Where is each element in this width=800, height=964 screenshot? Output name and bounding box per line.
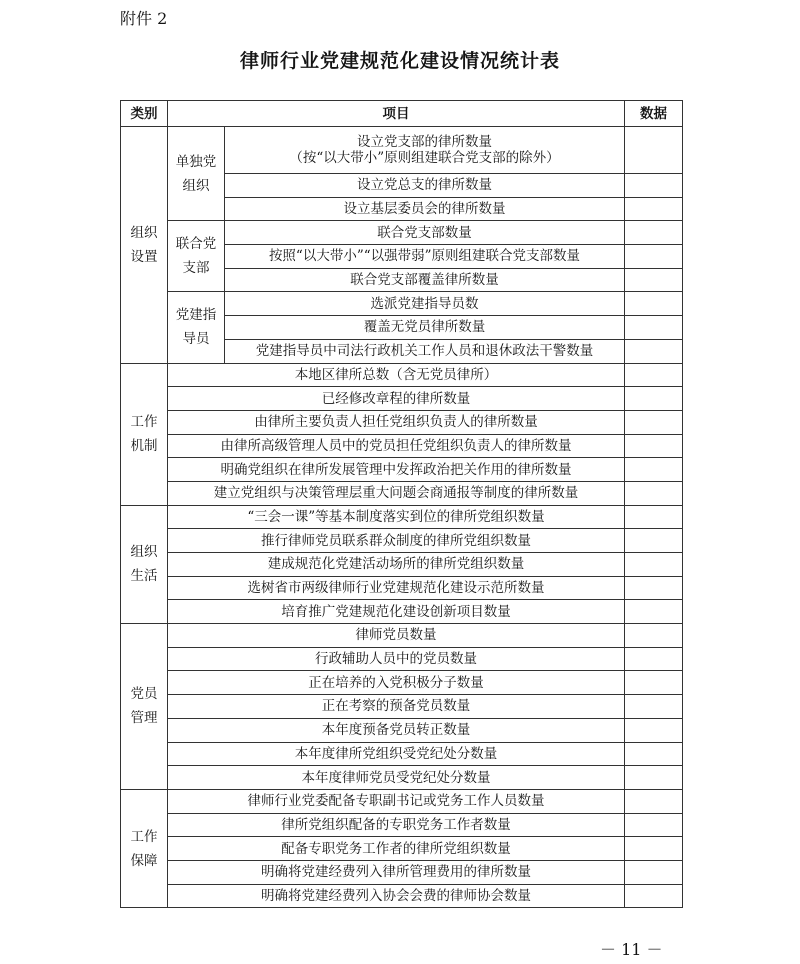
item-cell: 党建指导员中司法行政机关工作人员和退休政法干警数量 — [225, 339, 625, 363]
item-cell: 明确将党建经费列入律所管理费用的律所数量 — [168, 860, 625, 884]
item-cell: 按照“以大带小”“以强带弱”原则组建联合党支部数量 — [225, 245, 625, 269]
data-value-cell[interactable] — [625, 766, 683, 790]
data-value-cell[interactable] — [625, 718, 683, 742]
data-value-cell[interactable] — [625, 671, 683, 695]
item-cell: “三会一课”等基本制度落实到位的律所党组织数量 — [168, 505, 625, 529]
table-row — [121, 434, 683, 458]
data-value-cell[interactable] — [625, 363, 683, 387]
data-value-cell[interactable] — [625, 505, 683, 529]
item-cell: 设立基层委员会的律所数量 — [225, 197, 625, 221]
item-cell: 由律所主要负责人担任党组织负责人的律所数量 — [168, 410, 625, 434]
item-cell: 明确将党建经费列入协会会费的律师协会数量 — [168, 884, 625, 908]
data-value-cell[interactable] — [625, 695, 683, 719]
table-row — [121, 647, 683, 671]
item-cell: 明确党组织在律所发展管理中发挥政治把关作用的律所数量 — [168, 458, 625, 482]
item-cell: 配备专职党务工作者的律所党组织数量 — [168, 837, 625, 861]
item-cell: 本年度律师党员受党纪处分数量 — [168, 766, 625, 790]
item-cell: 正在考察的预备党员数量 — [168, 695, 625, 719]
table-row — [121, 718, 683, 742]
data-value-cell[interactable] — [625, 410, 683, 434]
table-row — [121, 363, 683, 387]
item-cell: 建立党组织与决策管理层重大问题会商通报等制度的律所数量 — [168, 481, 625, 505]
data-value-cell[interactable] — [625, 742, 683, 766]
subcategory-cell: 党建指 导员 — [168, 292, 225, 363]
data-value-cell[interactable] — [625, 292, 683, 316]
item-cell: 建成规范化党建活动场所的律所党组织数量 — [168, 553, 625, 577]
data-value-cell[interactable] — [625, 174, 683, 198]
data-value-cell[interactable] — [625, 245, 683, 269]
subcategory-cell: 联合党 支部 — [168, 221, 225, 292]
table-row — [121, 695, 683, 719]
table-row — [121, 742, 683, 766]
data-value-cell[interactable] — [625, 789, 683, 813]
data-value-cell[interactable] — [625, 600, 683, 624]
table-header-row — [121, 101, 683, 127]
item-cell: 设立党总支的律所数量 — [225, 174, 625, 198]
item-cell: 已经修改章程的律所数量 — [168, 387, 625, 411]
table-row — [121, 860, 683, 884]
table-row — [121, 837, 683, 861]
table-row — [121, 505, 683, 529]
item-cell: 律师党员数量 — [168, 624, 625, 648]
category-cell: 党员 管理 — [121, 624, 168, 790]
attachment-label: 附件 2 — [120, 9, 168, 28]
item-cell: 本地区律所总数（含无党员律所） — [168, 363, 625, 387]
table-row — [121, 410, 683, 434]
header-item: 项目 — [168, 101, 625, 127]
header-category: 类别 — [121, 101, 168, 127]
category-cell: 组织 设置 — [121, 127, 168, 364]
item-cell: 律所党组织配备的专职党务工作者数量 — [168, 813, 625, 837]
item-cell: 律师行业党委配备专职副书记或党务工作人员数量 — [168, 789, 625, 813]
data-value-cell[interactable] — [625, 316, 683, 340]
table-row — [121, 884, 683, 908]
table-row — [121, 458, 683, 482]
table-row — [121, 576, 683, 600]
item-cell: 设立党支部的律所数量 （按“以大带小”原则组建联合党支部的除外） — [225, 127, 625, 174]
table-row — [121, 387, 683, 411]
data-value-cell[interactable] — [625, 813, 683, 837]
item-cell: 选派党建指导员数 — [225, 292, 625, 316]
data-value-cell[interactable] — [625, 221, 683, 245]
data-value-cell[interactable] — [625, 529, 683, 553]
item-cell: 由律所高级管理人员中的党员担任党组织负责人的律所数量 — [168, 434, 625, 458]
table-row — [121, 624, 683, 648]
item-cell: 联合党支部数量 — [225, 221, 625, 245]
subcategory-cell: 单独党 组织 — [168, 127, 225, 221]
data-value-cell[interactable] — [625, 339, 683, 363]
table-row — [121, 529, 683, 553]
statistics-table — [120, 100, 683, 908]
table-row — [121, 127, 683, 174]
table-row — [121, 481, 683, 505]
table-row — [121, 553, 683, 577]
data-value-cell[interactable] — [625, 576, 683, 600]
table-row — [121, 221, 683, 245]
data-value-cell[interactable] — [625, 127, 683, 174]
data-value-cell[interactable] — [625, 837, 683, 861]
header-data: 数据 — [625, 101, 683, 127]
page-title: 律师行业党建规范化建设情况统计表 — [239, 50, 560, 72]
data-value-cell[interactable] — [625, 197, 683, 221]
category-cell: 组织 生活 — [121, 505, 168, 623]
item-cell: 本年度预备党员转正数量 — [168, 718, 625, 742]
data-value-cell[interactable] — [625, 387, 683, 411]
data-value-cell[interactable] — [625, 458, 683, 482]
data-value-cell[interactable] — [625, 624, 683, 648]
item-cell: 本年度律所党组织受党纪处分数量 — [168, 742, 625, 766]
data-value-cell[interactable] — [625, 647, 683, 671]
table-row — [121, 671, 683, 695]
data-value-cell[interactable] — [625, 884, 683, 908]
data-value-cell[interactable] — [625, 553, 683, 577]
item-cell: 正在培养的入党积极分子数量 — [168, 671, 625, 695]
item-cell: 推行律师党员联系群众制度的律所党组织数量 — [168, 529, 625, 553]
table-row — [121, 813, 683, 837]
table-row — [121, 789, 683, 813]
data-value-cell[interactable] — [625, 481, 683, 505]
page-number: － 11 － — [600, 940, 663, 959]
table-row — [121, 766, 683, 790]
item-cell: 行政辅助人员中的党员数量 — [168, 647, 625, 671]
category-cell: 工作 保障 — [121, 789, 168, 907]
item-cell: 选树省市两级律师行业党建规范化建设示范所数量 — [168, 576, 625, 600]
data-value-cell[interactable] — [625, 434, 683, 458]
data-value-cell[interactable] — [625, 860, 683, 884]
item-cell: 培育推广党建规范化建设创新项目数量 — [168, 600, 625, 624]
table-row — [121, 600, 683, 624]
table-row — [121, 292, 683, 316]
data-value-cell[interactable] — [625, 268, 683, 292]
item-cell: 联合党支部覆盖律所数量 — [225, 268, 625, 292]
category-cell: 工作 机制 — [121, 363, 168, 505]
item-cell: 覆盖无党员律所数量 — [225, 316, 625, 340]
